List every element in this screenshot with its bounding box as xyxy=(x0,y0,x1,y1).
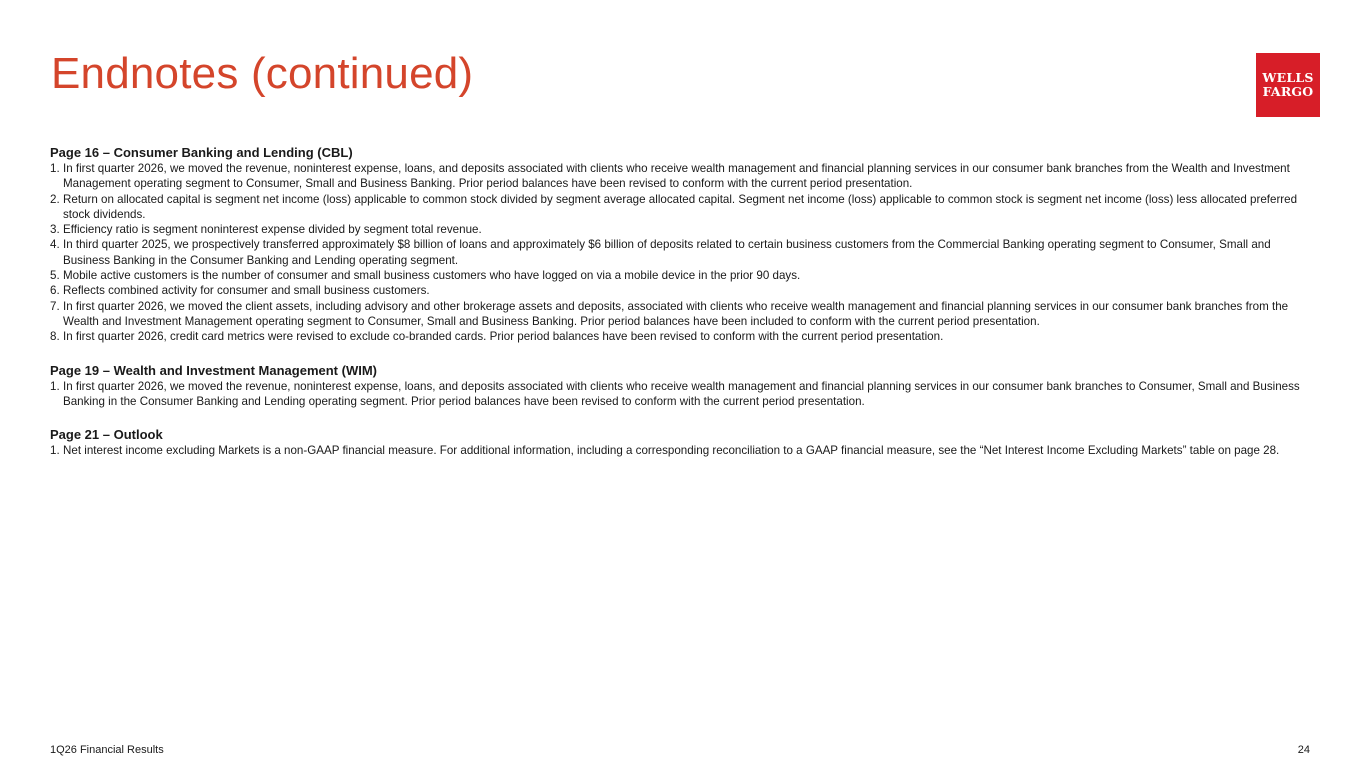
endnote-number: 8. xyxy=(50,330,60,344)
endnote-item xyxy=(50,192,1320,223)
endnote-number: 7. xyxy=(50,299,60,313)
footer-document-title: 1Q26 Financial Results xyxy=(50,744,164,756)
logo-line-2: FARGO xyxy=(1262,84,1314,99)
footer-page-number: 24 xyxy=(1297,744,1310,756)
endnote-item xyxy=(50,443,1320,458)
endnote-item xyxy=(50,283,1320,298)
wells-fargo-logo xyxy=(1256,53,1320,117)
endnote-list xyxy=(50,443,1320,458)
section-heading: Page 21 – Outlook xyxy=(50,427,163,443)
endnote-number: 5. xyxy=(50,269,60,283)
endnote-text: In first quarter 2026, we moved the revenue, noninterest expense, loans, and deposits associated with clients who receive wealth management and financial planning services in our consumer bank branches to Consumer, Small and Business Banking in the Consumer Banking and Lending operating segment. Prior period balances have been revised to conform with the current period presentation. xyxy=(63,379,1300,408)
section-heading: Page 16 – Consumer Banking and Lending (CBL) xyxy=(50,145,353,160)
logo-line-1: WELLS xyxy=(1262,70,1314,85)
endnote-text: Efficiency ratio is segment noninterest expense divided by segment total revenue. xyxy=(63,223,482,237)
endnote-text: Mobile active customers is the number of consumer and small business customers who have logged on via a mobile device in the prior 90 days. xyxy=(63,269,801,283)
endnotes-content xyxy=(50,144,1320,475)
endnote-section-cbl xyxy=(50,144,1320,345)
endnote-text: In first quarter 2026, credit card metrics were revised to exclude co-branded cards. Prior period balances have been revised to conform with the current period presentation. xyxy=(63,330,944,344)
endnote-number: 4. xyxy=(50,238,60,252)
endnote-number: 1. xyxy=(50,162,60,175)
endnote-number: 6. xyxy=(50,284,60,298)
page-title: Endnotes (continued) xyxy=(51,49,474,98)
endnote-item xyxy=(50,161,1320,192)
endnote-section-outlook xyxy=(50,426,1320,458)
endnote-item xyxy=(50,268,1320,283)
endnote-list xyxy=(50,379,1320,410)
endnote-text: Reflects combined activity for consumer and small business customers. xyxy=(63,284,430,298)
endnote-number: 1. xyxy=(50,379,60,393)
endnote-item xyxy=(50,329,1320,344)
endnote-number: 2. xyxy=(50,192,60,206)
endnote-text: In third quarter 2025, we prospectively transferred approximately $8 billion of loans and approximately $6 billion of deposits related to certain business customers from the Commercial Banking operating segment to Consumer, Small and Business Banking in the Consumer Banking and Lending operating segment. xyxy=(63,238,1271,267)
endnote-number: 3. xyxy=(50,223,60,237)
endnote-text: Return on allocated capital is segment net income (loss) applicable to common stock divided by segment average allocated capital. Segment net income (loss) applicable to common stock is segment net income (loss) less allocated preferred stock dividends. xyxy=(63,192,1298,221)
endnote-number: 1. xyxy=(50,444,60,458)
endnote-text: Net interest income excluding Markets is a non-GAAP financial measure. For additional information, including a corresponding reconciliation to a GAAP financial measure, see the “Net Interest Income Excluding Markets” table on page 28. xyxy=(63,444,1280,458)
endnote-list xyxy=(50,161,1320,345)
endnote-item xyxy=(50,379,1320,410)
endnote-text: In first quarter 2026, we moved the client assets, including advisory and other brokerage assets and deposits, associated with clients who receive wealth management and financial planning services in our consumer bank branches from the Wealth and Investment Management operating segment to Consumer, Small and Business Banking. Prior period balances have been included to conform with the current period presentation. xyxy=(63,299,1289,328)
endnote-item xyxy=(50,299,1320,330)
endnote-item xyxy=(50,222,1320,237)
section-heading: Page 19 – Wealth and Investment Management (WIM) xyxy=(50,362,377,378)
endnote-text: In first quarter 2026, we moved the revenue, noninterest expense, loans, and deposits associated with clients who receive wealth management and financial planning services in our consumer bank branches from the Wealth and Investment Management operating segment to Consumer, Small and Business Banking. Prior period balances have been revised to conform with the current period presentation. xyxy=(63,162,1290,191)
endnote-item xyxy=(50,237,1320,268)
endnote-section-wim xyxy=(50,362,1320,410)
